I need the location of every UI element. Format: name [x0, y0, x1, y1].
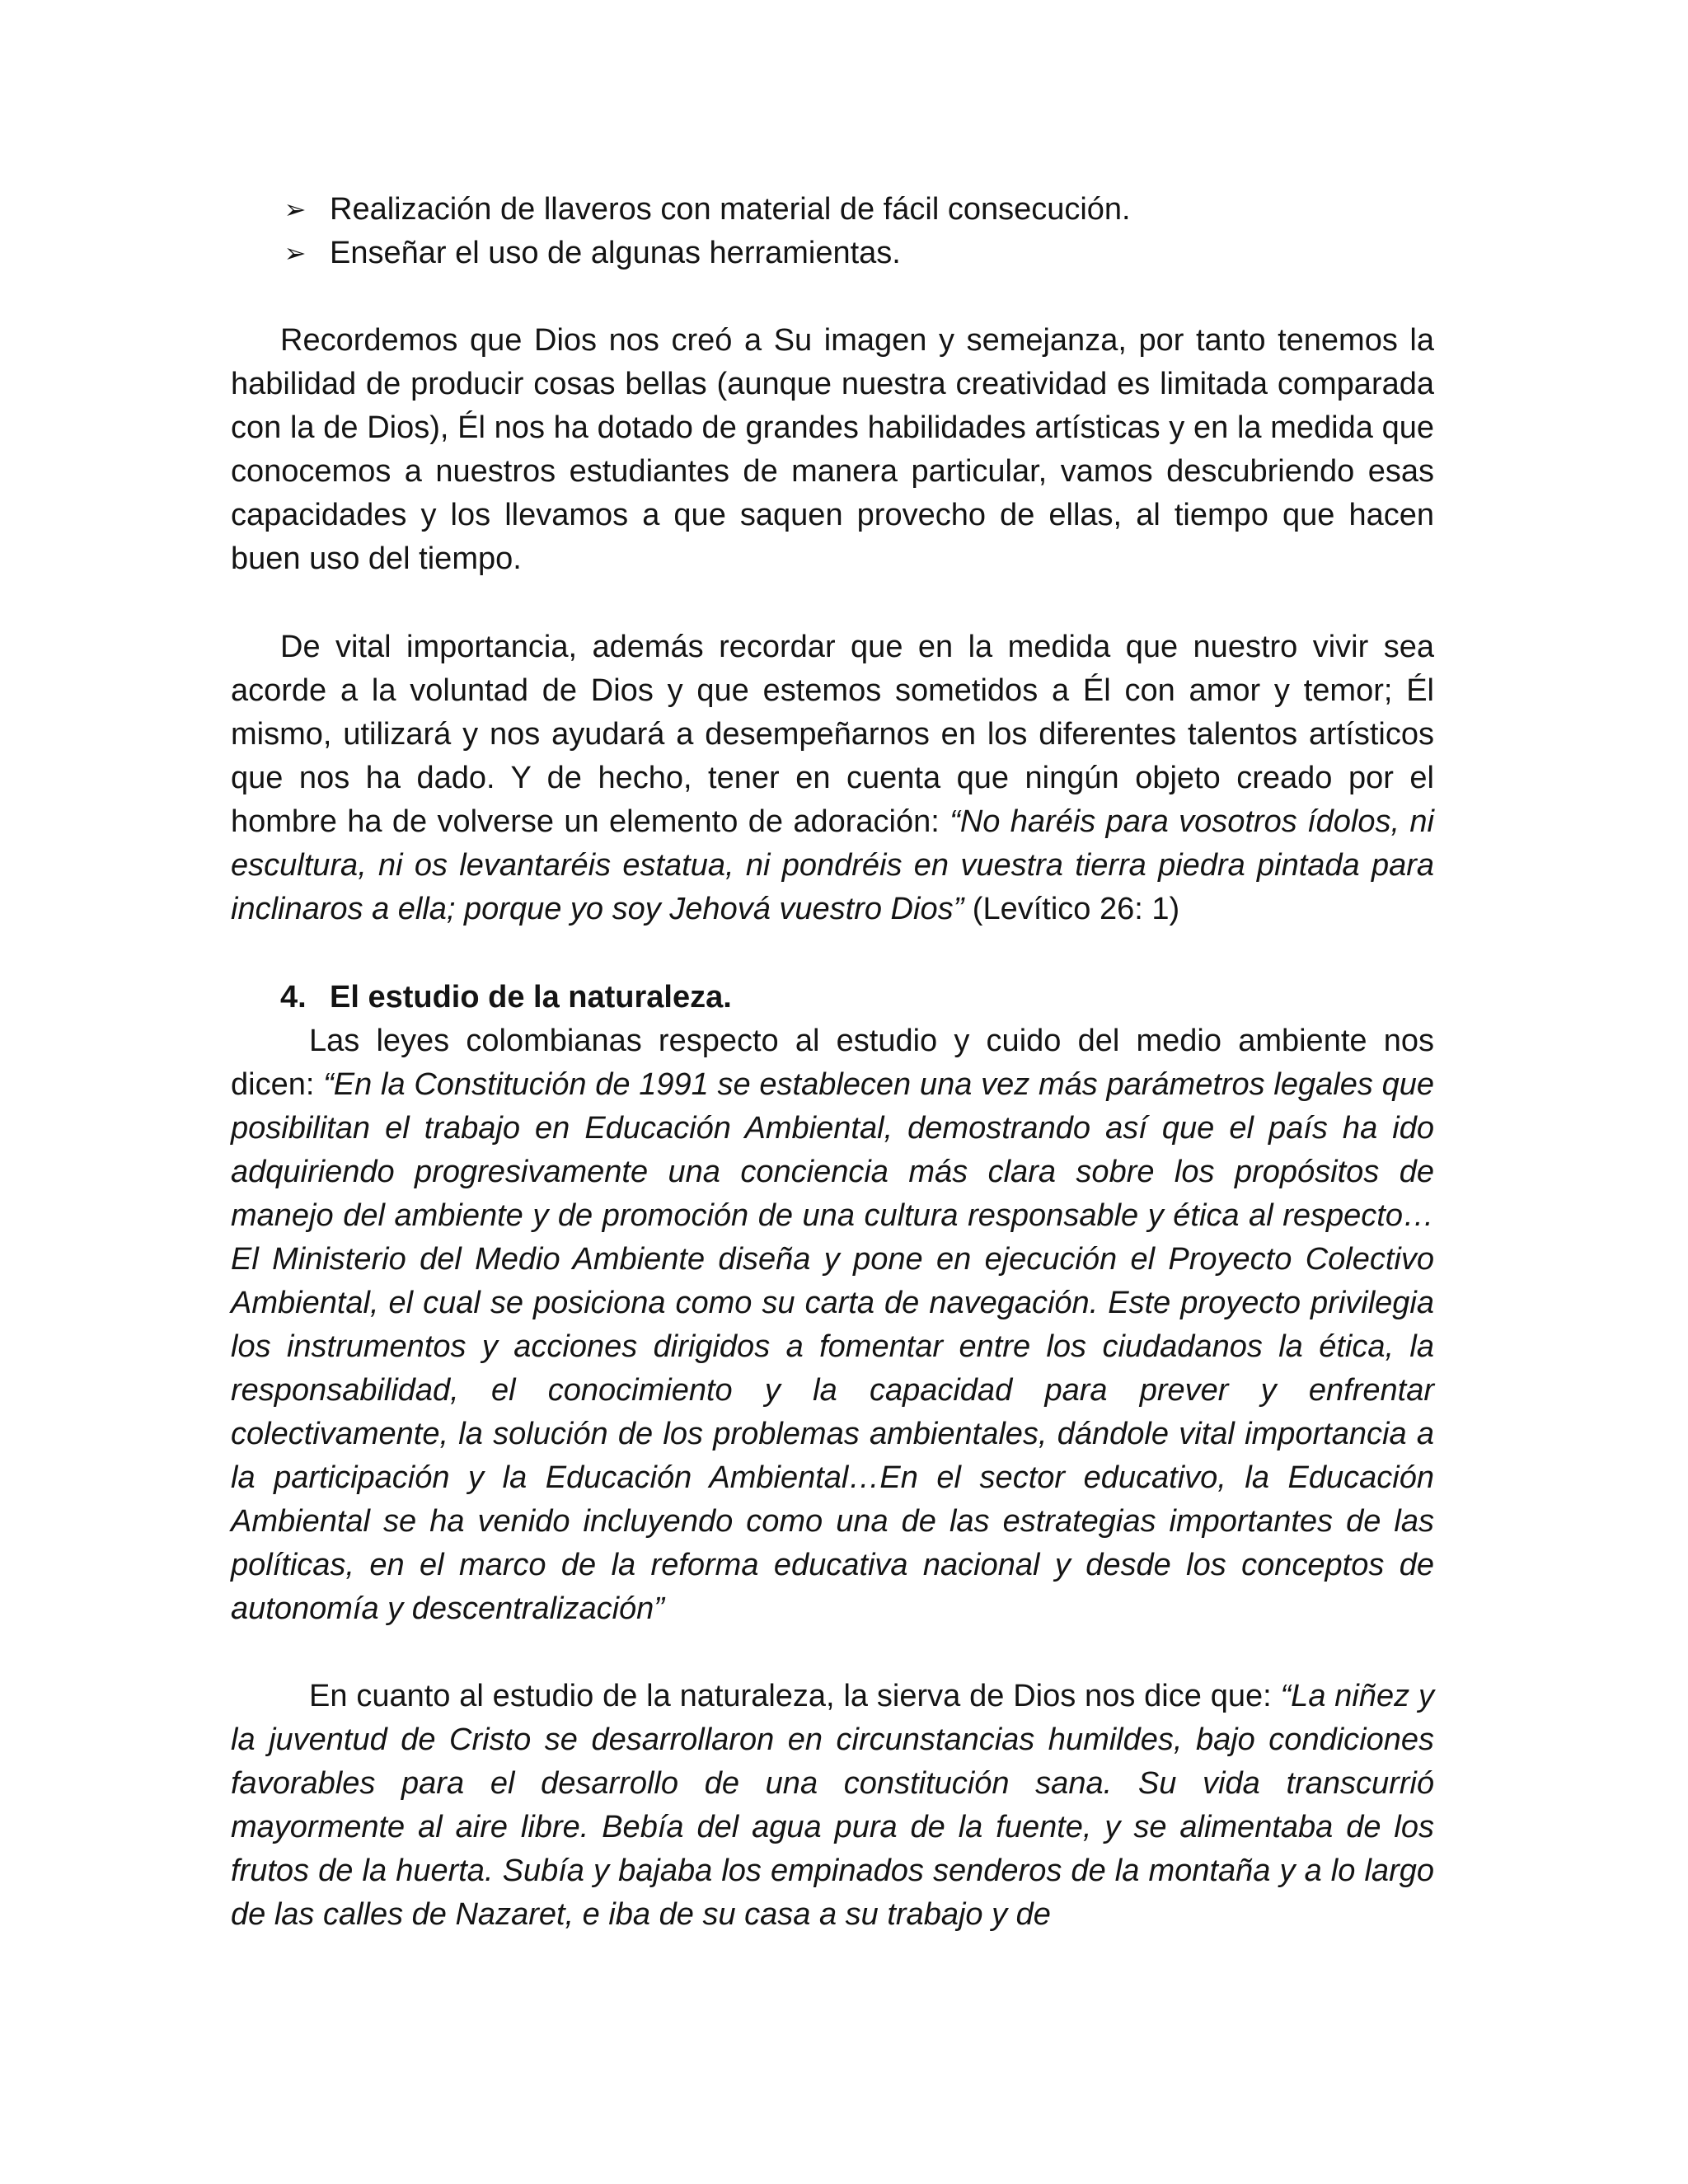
bullet-item [231, 188, 1434, 232]
arrow-bullet-icon: ➢ [284, 194, 307, 225]
bullet-item [231, 232, 1434, 275]
paragraph-colombian-laws [231, 1019, 1434, 1631]
section-number: 4. [280, 980, 307, 1015]
bible-citation: (Levítico 26: 1) [964, 892, 1180, 926]
paragraph-creation: Recordemos que Dios nos creó a Su imagen y semejanza, por tanto tenemos la habilidad de producir cosas bellas (aunque nuestra creatividad es limitada comparada con la de Dios), Él nos ha dotado de grandes habilidades artísticas y en la medida que conocemos a nuestros estudiantes de manera particular, vamos descubriendo esas capacidades y los llevamos a que saquen provecho de ellas, al tiempo que hacen buen uso del tiempo. [231, 323, 1434, 576]
paragraph-worship [231, 626, 1434, 931]
nature-quote: “La niñez y la juventud de Cristo se desarrollaron en circunstancias humildes, bajo condiciones favorables para el desarrollo de una constitución sana. Su vida transcurrió mayormente al aire libre. Bebía del agua pura de la fuente, y se alimentaba de los frutos de la huerta. Subía y bajaba los empinados senderos de la montaña y a lo largo de las calles de Nazaret, e iba de su casa a su trabajo y de [231, 1679, 1434, 1932]
bullet-text: Realización de llaveros con material de fácil consecución. [330, 192, 1131, 227]
section-heading [231, 976, 1434, 1019]
paragraph-text: De vital importancia, además recordar que en la medida que nuestro vivir sea acorde a la voluntad de Dios y que estemos sometidos a Él con amor y temor; Él mismo, utilizará y nos ayudará a desempeñarnos en los diferentes talentos artísticos que nos ha dado. Y de hecho, tener en cuenta que ningún objeto creado por el hombre ha de volverse un elemento de adoración: [231, 630, 1434, 839]
bullet-list [231, 188, 1434, 275]
paragraph-text: Las leyes colombianas respecto al estudio y cuido del medio ambiente nos dicen: [231, 1024, 1434, 1102]
paragraph-text: En cuanto al estudio de la naturaleza, la sierva de Dios nos dice que: [309, 1679, 1281, 1713]
arrow-bullet-icon: ➢ [284, 237, 307, 269]
page-content [231, 188, 1434, 1937]
bullet-text: Enseñar el uso de algunas herramientas. [330, 236, 901, 270]
section-title: El estudio de la naturaleza. [330, 980, 732, 1015]
bible-quote: “No haréis para vosotros ídolos, ni escultura, ni os levantaréis estatua, ni pondréis en vuestra tierra piedra pintada para inclinaros a ella; porque yo soy Jehová vuestro Dios” [231, 804, 1434, 926]
law-quote: “En la Constitución de 1991 se establecen una vez más parámetros legales que posibilitan el trabajo en Educación Ambiental, demostrando así que el país ha ido adquiriendo progresivamente una conciencia más clara sobre los propósitos de manejo del ambiente y de promoción de una cultura responsable y ética al respecto…El Ministerio del Medio Ambiente diseña y pone en ejecución el Proyecto Colectivo Ambiental, el cual se posiciona como su carta de navegación. Este proyecto privilegia los instrumentos y acciones dirigidos a fomentar entre los ciudadanos la ética, la responsabilidad, el conocimiento y la capacidad para prever y enfrentar colectivamente, la solución de los problemas ambientales, dándole vital importancia a la participación y la Educación Ambiental…En el sector educativo, la Educación Ambiental se ha venido incluyendo como una de las estrategias importantes de las políticas, en el marco de la reforma educativa nacional y desde los conceptos de autonomía y descentralización” [231, 1067, 1434, 1626]
paragraph-nature-study [231, 1675, 1434, 1937]
